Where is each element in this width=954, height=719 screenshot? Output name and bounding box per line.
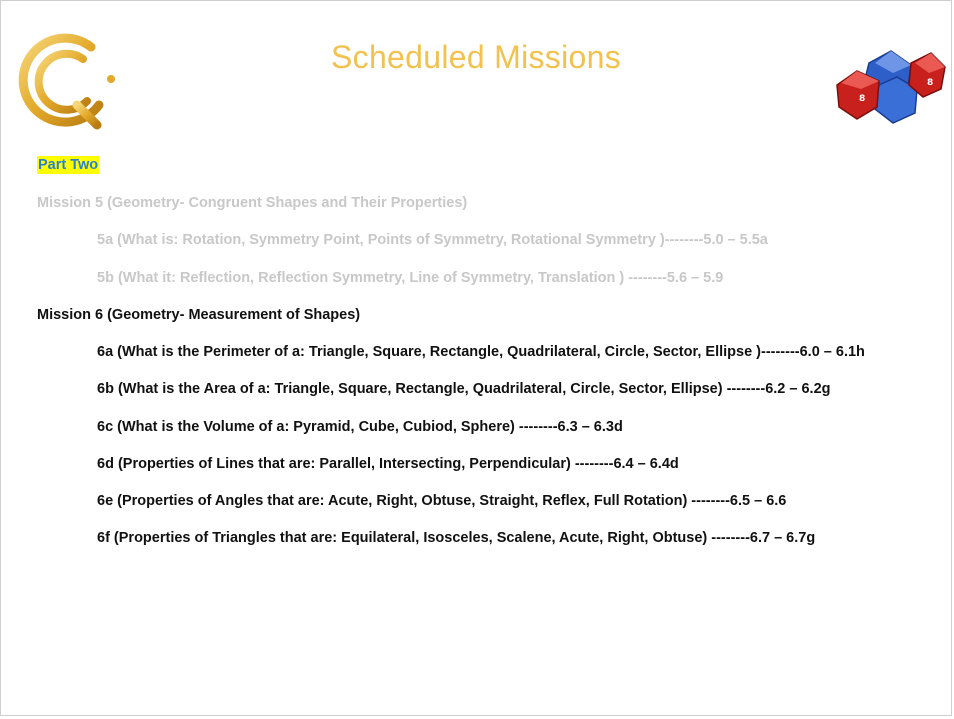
mission-6c-item: 6c (What is the Volume of a: Pyramid, Cube, Cubiod, Sphere) --------6.3 – 6.3d: [97, 419, 623, 435]
mission-6a-item: 6a (What is the Perimeter of a: Triangle, Square, Rectangle, Quadrilateral, Circle, Sector, Ellipse )--------6.0 – 6.1h: [97, 344, 865, 360]
mission-5-heading: Mission 5 (Geometry- Congruent Shapes and Their Properties): [37, 195, 468, 211]
part-label: Part Two: [38, 157, 99, 173]
mission-6f-item: 6f (Properties of Triangles that are: Equilateral, Isosceles, Scalene, Acute, Right, Obtuse) --------6.7 – 6.7g: [97, 530, 816, 546]
mission-5a-item: 5a (What is: Rotation, Symmetry Point, Points of Symmetry, Rotational Symmetry )--------5.0 – 5.5a: [97, 232, 768, 248]
svg-text:8: 8: [859, 94, 866, 104]
page-title: Scheduled Missions: [331, 39, 621, 75]
mission-6b-item: 6b (What is the Area of a: Triangle, Square, Rectangle, Quadrilateral, Circle, Sector, Ellipse) --------6.2 – 6.2g: [97, 381, 831, 397]
mission-6-heading: Mission 6 (Geometry- Measurement of Shapes): [37, 307, 361, 323]
mission-6e-item: 6e (Properties of Angles that are: Acute, Right, Obtuse, Straight, Reflex, Full Rotation) --------6.5 – 6.6: [97, 493, 787, 509]
svg-text:8: 8: [927, 78, 934, 88]
mission-6d-item: 6d (Properties of Lines that are: Parallel, Intersecting, Perpendicular) --------6.4 – 6.4d: [97, 456, 679, 472]
mission-5b-item: 5b (What it: Reflection, Reflection Symmetry, Line of Symmetry, Translation ) --------5.6 – 5.9: [97, 270, 724, 286]
dice-image: [831, 41, 947, 127]
